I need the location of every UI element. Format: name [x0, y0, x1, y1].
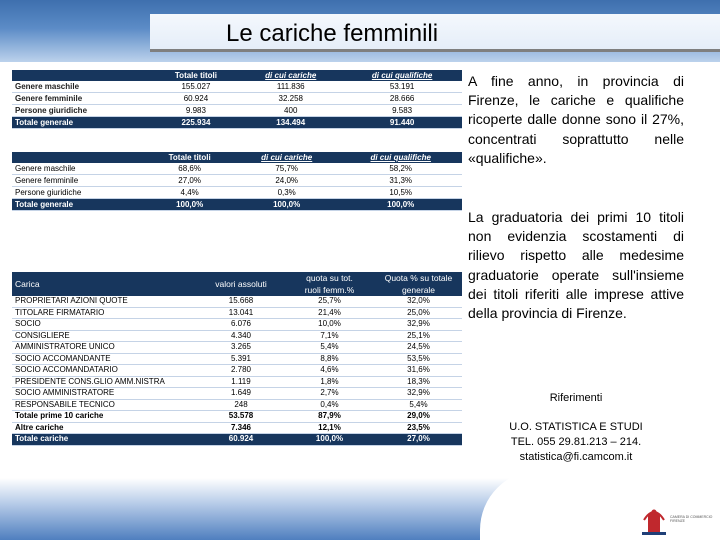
titles-percent-table: [12, 152, 462, 211]
cell: 60.924: [153, 93, 240, 105]
column-header: di cui cariche: [239, 70, 342, 81]
row-label: Altre cariche: [12, 422, 198, 434]
cell: 5,4%: [284, 342, 375, 354]
cell: 68,6%: [145, 163, 234, 175]
row-label: RESPONSABILE TECNICO: [12, 399, 198, 411]
cell: 225.934: [153, 117, 240, 129]
column-header: valori assoluti: [198, 272, 284, 296]
cell: 100,0%: [234, 199, 339, 211]
cell: 2.780: [198, 365, 284, 377]
cell: 32,9%: [375, 388, 462, 400]
column-header: di cui qualifiche: [339, 152, 462, 163]
column-header: di cui cariche: [234, 152, 339, 163]
cell: 53,5%: [375, 353, 462, 365]
table-row: [12, 388, 462, 400]
table-row: [12, 365, 462, 377]
row-label: Genere maschile: [12, 163, 145, 175]
table-row: [12, 342, 462, 354]
cell: 5.391: [198, 353, 284, 365]
cell: 100,0%: [145, 199, 234, 211]
table-row: [12, 93, 462, 105]
cell: 25,0%: [375, 307, 462, 319]
row-label: Persone giuridiche: [12, 187, 145, 199]
cell: 1.119: [198, 376, 284, 388]
total-row: [12, 434, 462, 446]
cell: 111.836: [239, 81, 342, 93]
row-label: Totale generale: [12, 199, 145, 211]
row-label: Totale prime 10 cariche: [12, 411, 198, 423]
slide-title: Le cariche femminili: [226, 20, 439, 47]
references-block: [468, 420, 684, 465]
column-header: di cui qualifiche: [342, 70, 462, 81]
cell: 8,8%: [284, 353, 375, 365]
others-row: [12, 422, 462, 434]
cell: 1,8%: [284, 376, 375, 388]
office-name: U.O. STATISTICA E STUDI: [509, 421, 643, 433]
cell: 27,0%: [145, 175, 234, 187]
column-header: quota su tot.: [284, 272, 375, 284]
cell: 27,0%: [375, 434, 462, 446]
cell: 12,1%: [284, 422, 375, 434]
cell: 31,6%: [375, 365, 462, 377]
cell: 3.265: [198, 342, 284, 354]
cell: 87,9%: [284, 411, 375, 423]
cell: 100,0%: [284, 434, 375, 446]
cell: 5,4%: [375, 399, 462, 411]
row-label: TITOLARE FIRMATARIO: [12, 307, 198, 319]
title-underline: [150, 49, 720, 52]
cell: 4,4%: [145, 187, 234, 199]
cell: 15.668: [198, 296, 284, 307]
table-row: [12, 353, 462, 365]
column-header: Totale titoli: [145, 152, 234, 163]
cell: 10,5%: [339, 187, 462, 199]
cell: 21,4%: [284, 307, 375, 319]
cell: 4.340: [198, 330, 284, 342]
table-row: [12, 376, 462, 388]
cell: 31,3%: [339, 175, 462, 187]
cell: 100,0%: [339, 199, 462, 211]
row-label: SOCIO AMMINISTRATORE: [12, 388, 198, 400]
cell: 0,4%: [284, 399, 375, 411]
cell: 29,0%: [375, 411, 462, 423]
row-label: SOCIO ACCOMANDATARIO: [12, 365, 198, 377]
cell: 13.041: [198, 307, 284, 319]
column-header: Carica: [12, 272, 198, 296]
table-row: [12, 307, 462, 319]
row-label: Persone giuridiche: [12, 105, 153, 117]
subtotal-row: [12, 411, 462, 423]
cell: 53.191: [342, 81, 462, 93]
table-header-row: [12, 272, 462, 284]
cell: 134.494: [239, 117, 342, 129]
cell: 91.440: [342, 117, 462, 129]
column-header: Quota % su totale: [375, 272, 462, 284]
cell: 7.346: [198, 422, 284, 434]
table-row: [12, 163, 462, 175]
table-header-row: [12, 70, 462, 81]
row-label: CONSIGLIERE: [12, 330, 198, 342]
cell: 2,7%: [284, 388, 375, 400]
ranking-paragraph: La graduatoria dei primi 10 titoli non evidenzia scostamenti di rilievo rispetto alle medesime graduatorie operate sull'insieme dei titoli riferiti alle imprese attive della provincia di Firenze.: [468, 209, 684, 322]
cell: 32,0%: [375, 296, 462, 307]
cell: 18,3%: [375, 376, 462, 388]
cell: 25,7%: [284, 296, 375, 307]
cell: 32,9%: [375, 319, 462, 331]
row-label: Genere femminile: [12, 93, 153, 105]
table-header-row: [12, 152, 462, 163]
cell: 7,1%: [284, 330, 375, 342]
column-header: [12, 70, 153, 81]
cell: 1.649: [198, 388, 284, 400]
cell: 155.027: [153, 81, 240, 93]
titles-by-gender-table: [12, 70, 462, 129]
cell: 24,5%: [375, 342, 462, 354]
email-address: statistica@fi.camcom.it: [519, 451, 633, 463]
summary-paragraph: A fine anno, in provincia di Firenze, le cariche e qualifiche ricoperte dalle donne sono il 27%, concentrati soprattutto nelle «qualifiche».: [468, 73, 684, 166]
cell: 400: [239, 105, 342, 117]
table-row: [12, 399, 462, 411]
row-label: SOCIO: [12, 319, 198, 331]
phone-number: TEL. 055 29.81.213 – 214.: [510, 436, 642, 448]
top-roles-table: [12, 272, 462, 446]
row-label: Totale generale: [12, 117, 153, 129]
table-row: [12, 187, 462, 199]
column-header: generale: [375, 284, 462, 296]
column-header: Totale titoli: [153, 70, 240, 81]
cell: 24,0%: [234, 175, 339, 187]
cell: 25,1%: [375, 330, 462, 342]
row-label: Genere femminile: [12, 175, 145, 187]
references-title: Riferimenti: [549, 392, 603, 404]
table-row: [12, 81, 462, 93]
row-label: Genere maschile: [12, 81, 153, 93]
cell: 4,6%: [284, 365, 375, 377]
cell: 9.583: [342, 105, 462, 117]
cell: 32.258: [239, 93, 342, 105]
row-label: PROPRIETARI AZIONI QUOTE: [12, 296, 198, 307]
table-row: [12, 175, 462, 187]
cell: 9.983: [153, 105, 240, 117]
cell: 53.578: [198, 411, 284, 423]
row-label: SOCIO ACCOMANDANTE: [12, 353, 198, 365]
cell: 60.924: [198, 434, 284, 446]
column-header: [12, 152, 145, 163]
row-label: AMMINISTRATORE UNICO: [12, 342, 198, 354]
cell: 58,2%: [339, 163, 462, 175]
table-row: [12, 330, 462, 342]
total-row: [12, 117, 462, 129]
cell: 6.076: [198, 319, 284, 331]
table-row: [12, 105, 462, 117]
logo-text: CAMERA DI COMMERCIO FIRENZE: [670, 515, 713, 523]
table-row: [12, 296, 462, 307]
row-label: Totale cariche: [12, 434, 198, 446]
cell: 0,3%: [234, 187, 339, 199]
cell: 23,5%: [375, 422, 462, 434]
table-row: [12, 319, 462, 331]
total-row: [12, 199, 462, 211]
cell: 75,7%: [234, 163, 339, 175]
column-header: ruoli femm.%: [284, 284, 375, 296]
cell: 248: [198, 399, 284, 411]
row-label: PRESIDENTE CONS.GLIO AMM.NISTRA: [12, 376, 198, 388]
cell: 28.666: [342, 93, 462, 105]
cell: 10,0%: [284, 319, 375, 331]
